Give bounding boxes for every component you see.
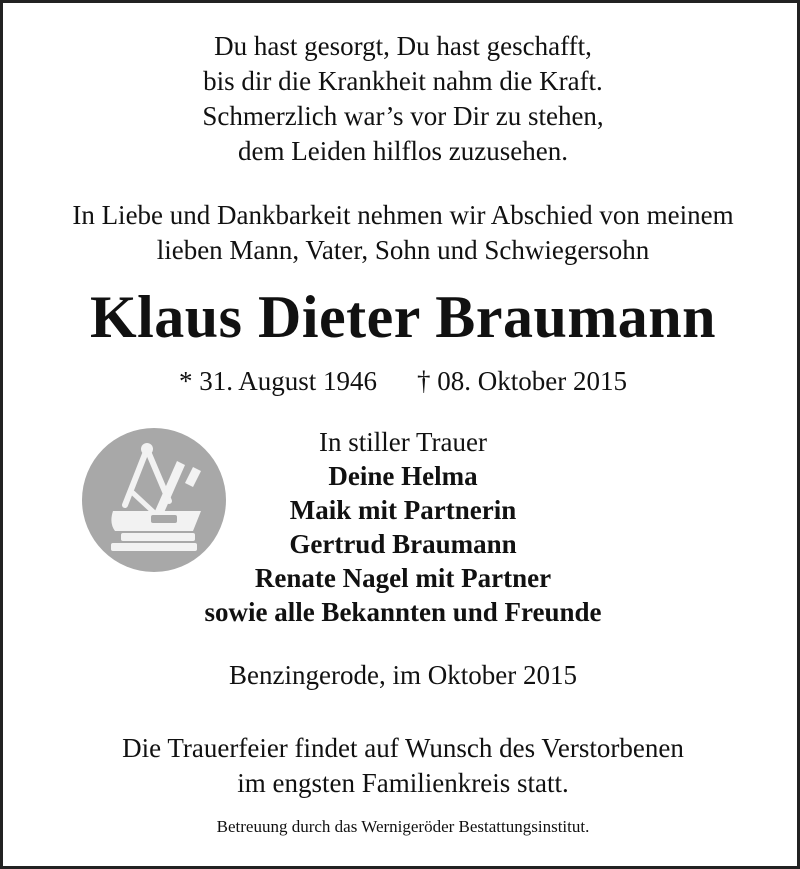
- funeral-home-credit: Betreuung durch das Wernigeröder Bestattungsinstitut.: [216, 817, 590, 836]
- mourner-name: Renate Nagel mit Partner: [254, 563, 552, 593]
- poem-line: bis dir die Krankheit nahm die Kraft.: [203, 66, 603, 96]
- intro-line: lieben Mann, Vater, Sohn und Schwiegersohn: [156, 235, 650, 265]
- deceased-name: Klaus Dieter Braumann: [89, 284, 717, 350]
- funeral-line: Die Trauerfeier findet auf Wunsch des Verstorbenen: [122, 733, 684, 763]
- place-date: Benzingerode, im Oktober 2015: [229, 660, 577, 690]
- funeral-line: im engsten Familienkreis statt.: [237, 768, 569, 798]
- mourner-name: Gertrud Braumann: [289, 529, 517, 559]
- poem-line: Du hast gesorgt, Du hast geschafft,: [214, 31, 592, 61]
- poem-line: Schmerzlich war’s vor Dir zu stehen,: [202, 101, 604, 131]
- funeral-info: [3, 731, 800, 801]
- life-dates: [3, 364, 800, 399]
- intro-line: In Liebe und Dankbarkeit nehmen wir Abschied von meinem: [72, 200, 734, 230]
- mourner-name: Deine Helma: [328, 461, 478, 491]
- mourner-name: Maik mit Partnerin: [289, 495, 517, 525]
- birth-date: * 31. August 1946: [178, 366, 378, 396]
- death-date: † 08. Oktober 2015: [417, 366, 627, 396]
- mourner-name: sowie alle Bekannten und Freunde: [204, 597, 602, 627]
- poem-line: dem Leiden hilflos zuzusehen.: [238, 136, 568, 166]
- mourners: [3, 425, 800, 629]
- intro-text: [3, 198, 800, 268]
- mourners-heading: In stiller Trauer: [319, 427, 487, 457]
- poem: [3, 29, 800, 169]
